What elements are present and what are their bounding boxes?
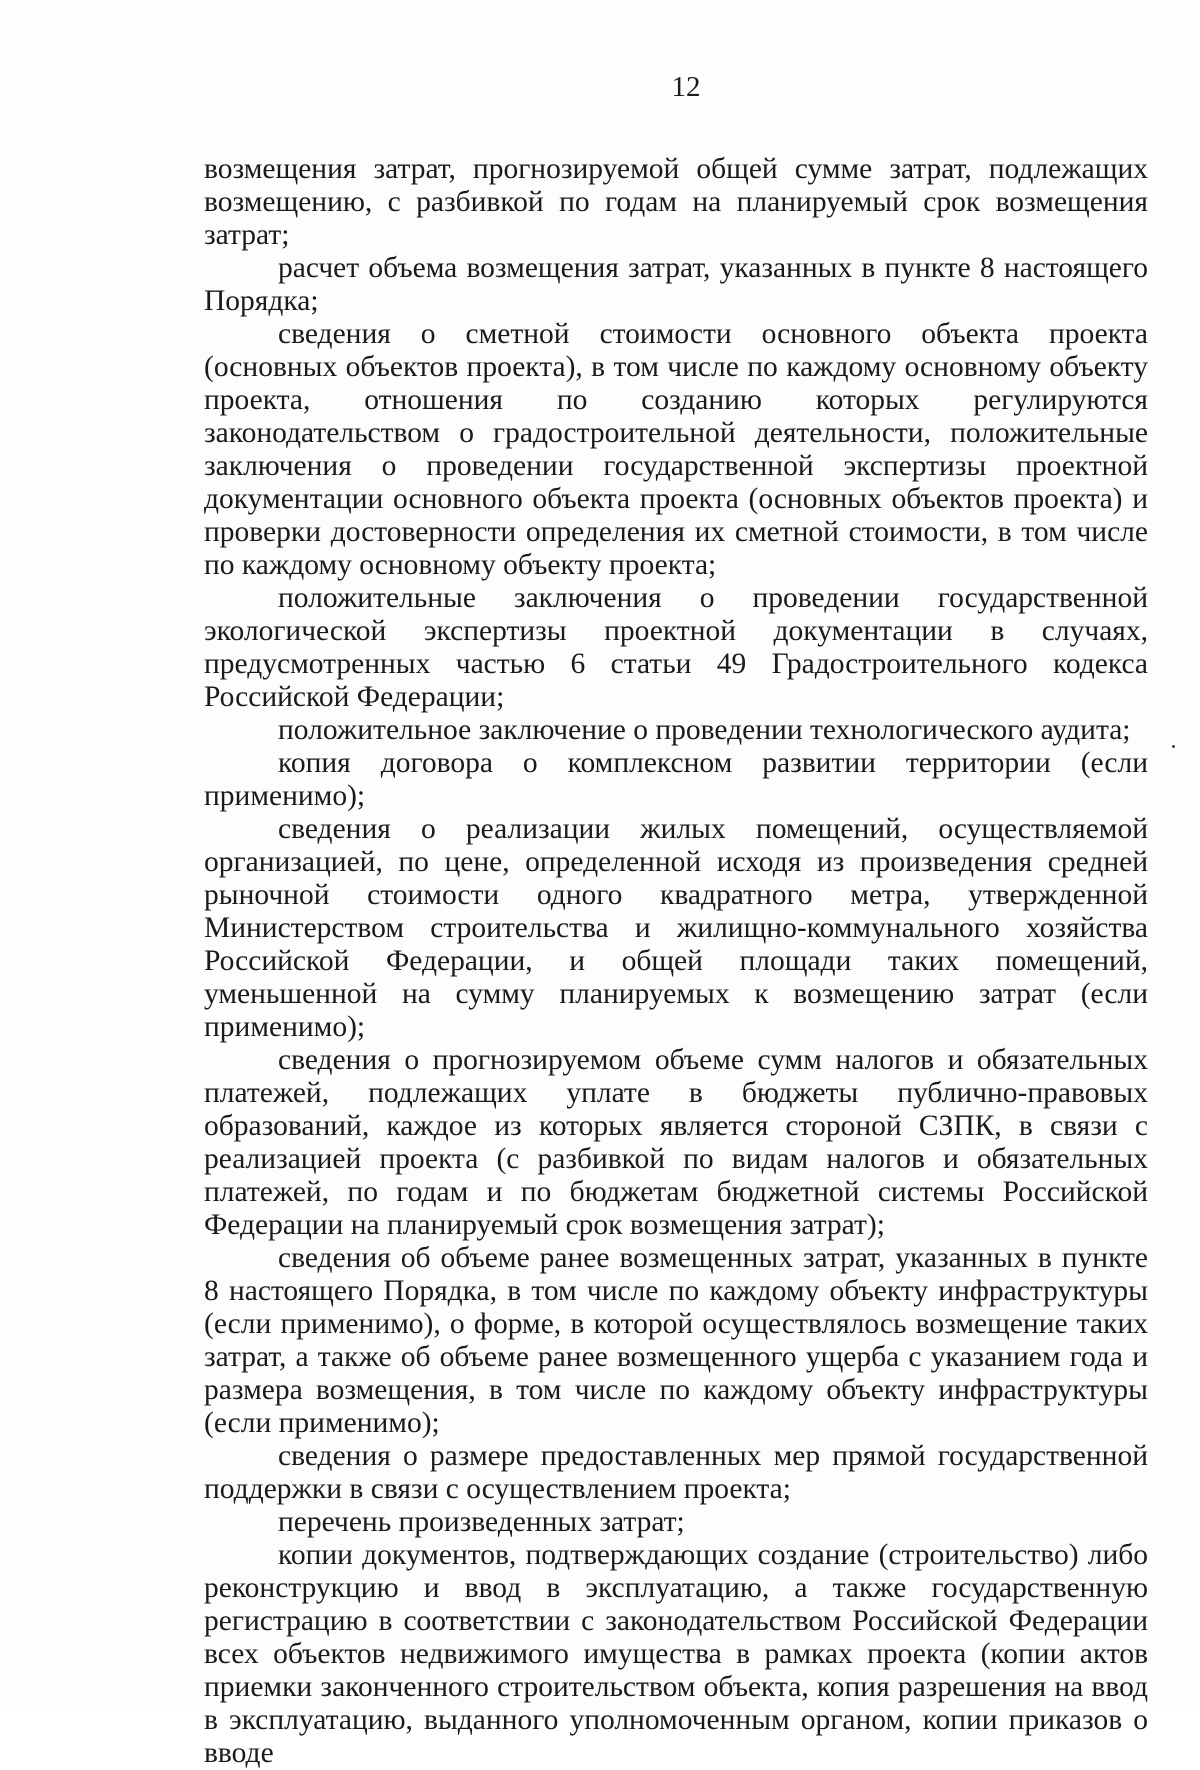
paragraph-document-copies: копии документов, подтверждающих создание (строительство) либо реконструкцию и ввод в эксплуатацию, а также государственную регистрацию в соответствии с законодательством Российской Федерации всех объектов недвижимого имущества в рамках проекта (копии актов приемки законченного строительством объекта, копия разрешения на ввод в эксплуатацию, выданного уполномоченным органом, копии приказов о вводе	[204, 1539, 1148, 1769]
paragraph-technology-audit: положительное заключение о проведении технологического аудита;	[278, 714, 1131, 746]
paragraph-tax-forecast: сведения о прогнозируемом объеме сумм налогов и обязательных платежей, подлежащих уплате в бюджеты публично-правовых образований, каждое из которых является стороной СЗПК, в связи с реализацией проекта (с разбивкой по видам налогов и обязательных платежей, по годам и по бюджетам бюджетной системы Российской Федерации на планируемый срок возмещения затрат);	[204, 1044, 1148, 1241]
paragraph-housing-sales: сведения о реализации жилых помещений, осуществляемой организацией, по цене, определенной исходя из произведения средней рыночной стоимости одного квадратного метра, утвержденной Министерством строительства и жилищно-коммунального хозяйства Российской Федерации, и общей площади таких помещений, уменьшенной на сумму планируемых к возмещению затрат (если применимо);	[204, 813, 1148, 1043]
paragraph-cost-list: перечень произведенных затрат;	[278, 1506, 685, 1538]
document-body	[204, 153, 1148, 1770]
paragraph-cost-calculation: расчет объема возмещения затрат, указанных в пункте 8 настоящего Порядка;	[204, 252, 1148, 317]
paragraph-estimated-cost: сведения о сметной стоимости основного объекта проекта (основных объектов проекта), в том числе по каждому основному объекту проекта, отношения по созданию которых регулируются законодательством о градостроительной деятельности, положительные заключения о проведении государственной экспертизы проектной документации основного объекта проекта (основных объектов проекта) и проверки достоверности определения их сметной стоимости, в том числе по каждому основному объекту проекта;	[204, 318, 1148, 581]
page-number: 12	[671, 71, 701, 103]
paragraph-continued: возмещения затрат, прогнозируемой общей сумме затрат, подлежащих возмещению, с разбивкой по годам на планируемый срок возмещения затрат;	[204, 153, 1148, 251]
paragraph-state-support: сведения о размере предоставленных мер прямой государственной поддержки в связи с осуществлением проекта;	[204, 1440, 1148, 1505]
paragraph-previous-reimbursements: сведения об объеме ранее возмещенных затрат, указанных в пункте 8 настоящего Порядка, в том числе по каждому объекту инфраструктуры (если применимо), о форме, в которой осуществлялось возмещение таких затрат, а также об объеме ранее возмещенного ущерба с указанием года и размера возмещения, в том числе по каждому объекту инфраструктуры (если применимо);	[204, 1242, 1148, 1439]
paragraph-territory-contract: копия договора о комплексном развитии территории (если применимо);	[204, 747, 1148, 812]
paragraph-ecological-expertise: положительные заключения о проведении государственной экологической экспертизы проектной документации в случаях, предусмотренных частью 6 статьи 49 Градостроительного кодекса Российской Федерации;	[204, 582, 1148, 713]
scan-speck	[1172, 745, 1175, 748]
